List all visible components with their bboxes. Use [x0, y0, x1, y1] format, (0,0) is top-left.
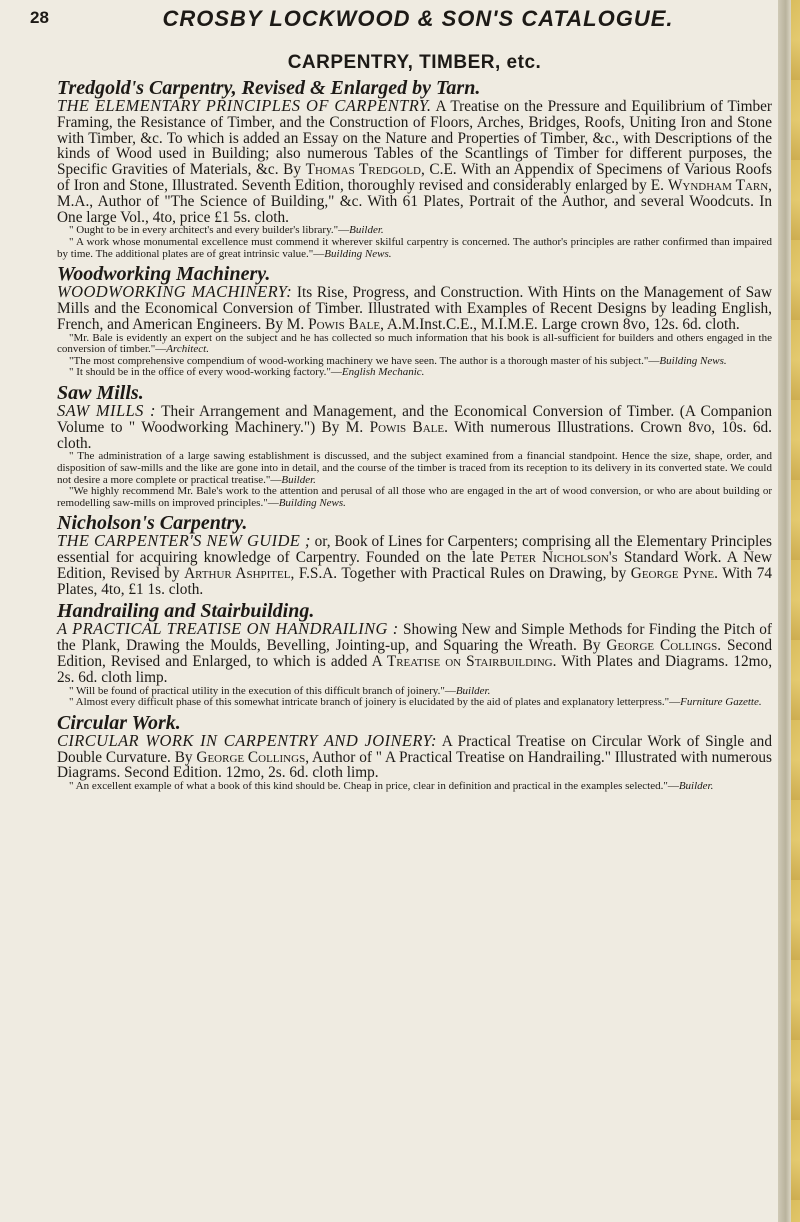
description-text: . Second Edition, Revised and Enlarged, to which is added A [57, 637, 773, 671]
author-name: George Collings [196, 748, 306, 766]
description-text: . With numerous Illustrations. Crown 8vo, 10s. 6d. cloth. [57, 418, 773, 452]
description-text: , C.E. With an Appendix of Specimens of Various Roofs of Iron and Stone, Illustrated. Seventh Edition, thoroughly revised and considerably enlarged by E. [57, 161, 772, 194]
press-review [57, 697, 772, 709]
description-text: A Practical Treatise on Circular Work of Single and Double Curvature. By [57, 732, 772, 766]
press-review [57, 237, 772, 260]
description-text: , M.A., Author of "The Science of Building," &c. With 61 Plates, Portrait of the Author, and several Woodcuts. In One large Vol., 4to, price £1 5s. cloth. [57, 176, 772, 226]
description-text: , A.M.Inst.C.E., M.I.M.E. Large crown 8vo, 12s. 6d. cloth. [380, 315, 740, 333]
review-text: " Almost every difficult phase of this somewhat intricate branch of joinery is elucidated by the aid of plates and explanatory letterpress."— [69, 696, 681, 709]
review-source: Builder. [455, 684, 491, 697]
entry-description [57, 400, 773, 452]
entry-description [57, 730, 772, 782]
gilt-edge [791, 0, 800, 1222]
section-heading: CARPENTRY, TIMBER, etc. [287, 52, 542, 73]
running-title: CROSBY LOCKWOOD & SON'S CATALOGUE. [162, 6, 674, 31]
catalogue-entry-handrailing [57, 601, 772, 708]
author-name: Treatise on Stairbuilding [386, 653, 553, 671]
press-review [57, 451, 772, 486]
review-text: " The administration of a large sawing establishment is discussed, and the subject examined from a financial standpoint. Hence the size, shape, order, and disposition of saw-mills and the like are gone into in detail, and the course of the timber is traced from its reception to its delivery in its converted state. We could not desire a more complete or practical treatise."— [57, 450, 772, 486]
book-title: CIRCULAR WORK IN CARPENTRY AND JOINERY: [57, 730, 437, 750]
description-text: or, Book of Lines for Carpenters; comprising all the Elementary Principles essential for acquiring knowledge of Carpentry. Founded on the late [57, 533, 772, 567]
author-name: Arthur Ashpitel [184, 564, 291, 582]
page-number: 28 [30, 8, 49, 27]
press-review [57, 333, 772, 356]
entry-description [57, 533, 772, 597]
entry-heading: Tredgold's Carpentry, Revised & Enlarged by Tarn. [57, 77, 481, 99]
author-name: Peter Nicholson's [500, 549, 618, 567]
author-name: Thomas Tredgold [305, 161, 421, 179]
book-title: THE ELEMENTARY PRINCIPLES OF CARPENTRY. [57, 96, 432, 115]
description-text: Their Arrangement and Management, and the Economical Conversion of Timber. (A Companion Volume to " Woodworking Machinery.") By M. [57, 402, 772, 436]
catalogue-entry-saw-mills [57, 383, 772, 509]
press-review [57, 486, 772, 509]
review-text: " A work whose monumental excellence must commend it wherever skilful carpentry is concerned. The author's principles are rather confirmed than impaired by time. The additional plates are of great intrinsic value."— [57, 235, 772, 260]
review-source: Building News. [659, 354, 727, 367]
running-header [28, 6, 748, 38]
book-title: WOODWORKING MACHINERY: [57, 282, 293, 302]
book-title: THE CARPENTER'S NEW GUIDE ; [57, 531, 311, 551]
description-text: Its Rise, Progress, and Construction. With Hints on the Management of Saw Mills and the Economical Conversion of Timber. Illustrated with Examples of Recent Designs by leading English, French, and American Engineers. By M. [57, 284, 773, 333]
press-review [57, 367, 772, 379]
description-text: A Treatise on the Pressure and Equilibrium of Timber Framing, the Resistance of Timber, and the Construction of Floors, Arches, Bridges, Roofs, Uniting Iron and Stone with Timber, &c. To which is added an Essay on the Nature and Properties of Timber, &c., with Descriptions of the kinds of Wood used in Building; also numerous Tables of the Scantlings of Timber for different purposes, the Specific Gravities of Materials, &c. By [57, 98, 773, 179]
catalogue-entry-tredgold [57, 78, 772, 260]
author-name: George Pyne [630, 564, 715, 582]
review-source: Architect. [166, 343, 209, 356]
review-source: Furniture Gazette. [680, 696, 762, 709]
description-text: . With Plates and Diagrams. 12mo, 2s. 6d. cloth limp. [57, 653, 773, 686]
entry-heading: Saw Mills. [57, 381, 144, 404]
entry-heading: Nicholson's Carpentry. [57, 512, 248, 535]
description-text: , F.S.A. Together with Practical Rules on Drawing, by [290, 564, 627, 582]
book-title: SAW MILLS : [57, 400, 156, 420]
review-text: " An excellent example of what a book of this kind should be. Cheap in price, clear in definition and practical in the examples selected."— [69, 780, 679, 793]
author-name: Wyndham Tarn [667, 176, 769, 194]
review-text: "The most comprehensive compendium of wood-working machinery we have seen. The author is a thorough master of his subject."— [69, 354, 660, 367]
description-text: . With 74 Plates, 4to, £1 1s. cloth. [57, 564, 773, 598]
review-text: "We highly recommend Mr. Bale's work to the attention and perusal of all those who are engaged in the art of wood conversion, or who are about building or remodelling saw-mills on improved principles."— [57, 485, 772, 509]
author-name: Powis Bale [308, 315, 381, 333]
review-source: Building News. [278, 496, 346, 509]
review-text: " It should be in the office of every wood-working factory."— [69, 366, 342, 379]
catalogue-entry-woodworking-machinery [57, 264, 772, 379]
page-content [57, 52, 772, 793]
review-source: Builder. [281, 473, 316, 486]
review-text: "Mr. Bale is evidently an expert on the subject and he has collected so much information that his book is all-sufficient for builders and others engaged in the conversion of timber."— [57, 331, 772, 356]
review-source: Builder. [349, 224, 384, 237]
review-text: " Ought to be in every architect's and every builder's library."— [69, 224, 350, 237]
author-name: Powis Bale [369, 418, 445, 436]
catalogue-entry-circular-work [57, 713, 772, 793]
author-name: George Collings [606, 637, 718, 655]
entry-heading: Handrailing and Stairbuilding. [57, 600, 315, 623]
review-source: Building News. [324, 247, 392, 260]
entry-heading: Circular Work. [57, 711, 181, 734]
book-title: A PRACTICAL TREATISE ON HANDRAILING : [57, 619, 399, 639]
review-text: " Will be found of practical utility in the execution of this difficult branch of joinery."— [69, 684, 456, 697]
entry-description [57, 621, 772, 685]
entry-description [57, 284, 772, 332]
description-text: Showing New and Simple Methods for Finding the Pitch of the Plank, Drawing the Moulds, Bevelling, Jointing-up, and Squaring the Wreath. By [57, 621, 772, 655]
press-review [57, 781, 772, 793]
review-source: Builder. [678, 780, 714, 793]
catalogue-entry-nicholson [57, 513, 772, 597]
entry-heading: Woodworking Machinery. [57, 263, 271, 286]
entry-description [57, 98, 772, 225]
review-source: English Mechanic. [341, 366, 425, 379]
description-text: Standard Work. A New Edition, Revised by [57, 549, 773, 582]
description-text: , Author of " A Practical Treatise on Handrailing." Illustrated with numerous Diagrams. Second Edition. 12mo, 2s. 6d. cloth limp. [57, 748, 772, 782]
